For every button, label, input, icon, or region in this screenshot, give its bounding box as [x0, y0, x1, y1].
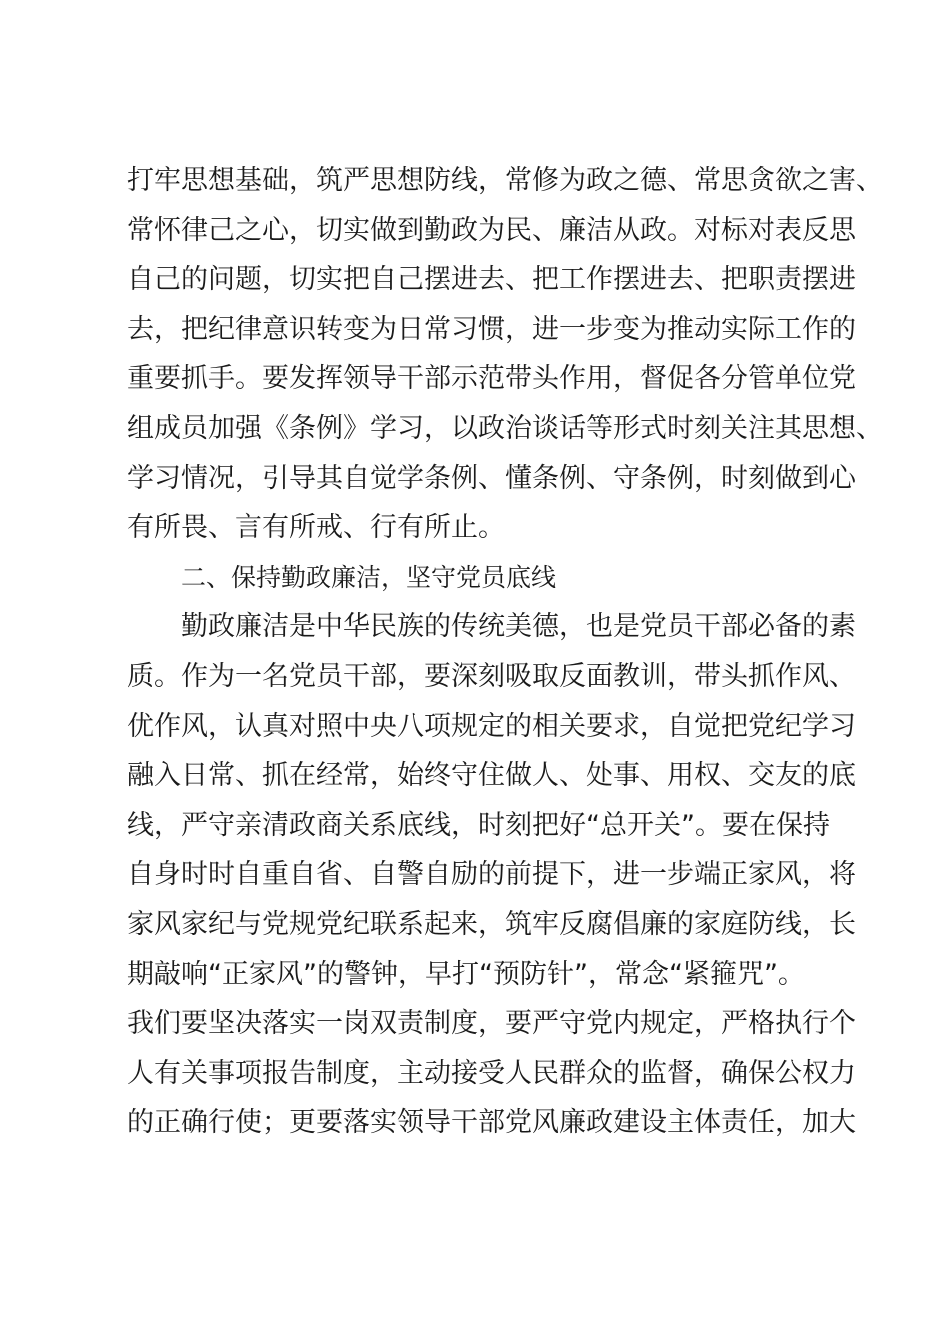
paragraph-2-line: 质。作为一名党员干部，要深刻吸取反面教训，带头抓作风、 [127, 660, 856, 692]
paragraph-2-line: 线，严守亲清政商关系底线，时刻把好“总开关”。要在保持 [127, 809, 830, 841]
paragraph-1-line: 重要抓手。要发挥领导干部示范带头作用，督促各分管单位党 [127, 363, 856, 395]
paragraph-1-line: 打牢思想基础，筑严思想防线，常修为政之德、常思贪欲之害、 [127, 165, 883, 196]
document-body [127, 156, 883, 1148]
paragraph-2-line: 融入日常、抓在经常，始终守住做人、处事、用权、交友的底 [127, 760, 856, 792]
paragraph-1-line: 组成员加强《条例》学习，以政治谈话等形式时刻关注其思想、 [127, 412, 883, 444]
paragraph-2-line: 自身时时自重自省、自警自励的前提下，进一步端正家风，将 [127, 859, 856, 891]
paragraph-2-line: 勤政廉洁是中华民族的传统美德，也是党员干部必备的素 [181, 611, 856, 643]
paragraph-2-line: 人有关事项报告制度，主动接受人民群众的监督，确保公权力 [127, 1057, 856, 1089]
section-heading: 二、保持勤政廉洁，坚守党员底线 [181, 562, 557, 592]
paragraph-2-line: 家风家纪与党规党纪联系起来，筑牢反腐倡廉的家庭防线，长 [127, 908, 856, 940]
paragraph-1-line: 有所畏、言有所戒、行有所止。 [127, 512, 505, 544]
paragraph-2-line: 优作风，认真对照中央八项规定的相关要求，自觉把党纪学习 [127, 710, 856, 742]
paragraph-1-line: 学习情况，引导其自觉学条例、懂条例、守条例，时刻做到心 [127, 462, 856, 494]
paragraph-1-line: 常怀律己之心，切实做到勤政为民、廉洁从政。对标对表反思 [127, 214, 856, 246]
paragraph-1-line: 自己的问题，切实把自己摆进去、把工作摆进去、把职责摆进 [127, 264, 856, 296]
paragraph-2-line: 期敲响“正家风”的警钟，早打“预防针”，常念“紧箍咒”。 [127, 958, 805, 990]
paragraph-1-line: 去，把纪律意识转变为日常习惯，进一步变为推动实际工作的 [127, 313, 856, 345]
paragraph-2-line: 我们要坚决落实一岗双责制度，要严守党内规定，严格执行个 [127, 1008, 856, 1040]
paragraph-2-line: 的正确行使；更要落实领导干部党风廉政建设主体责任，加大 [127, 1107, 856, 1139]
